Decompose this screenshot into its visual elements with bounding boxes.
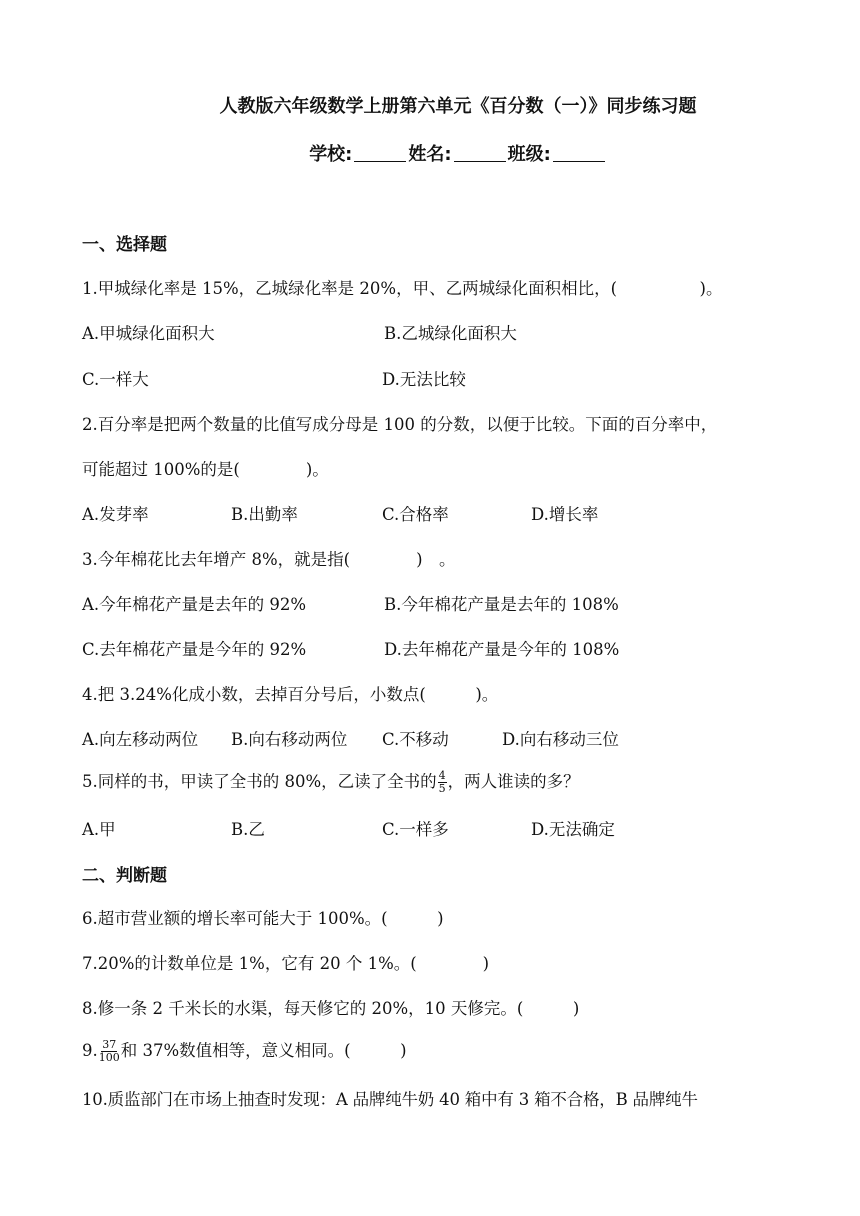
- name-blank[interactable]: [454, 143, 506, 162]
- q4-option-c: C.不移动: [382, 730, 449, 749]
- q5-fraction-numerator: 4: [438, 769, 446, 782]
- section-heading-choice: 一、选择题: [82, 235, 167, 255]
- question-9: [82, 1037, 407, 1064]
- name-label: 姓名:: [408, 144, 452, 165]
- question-1: 1.甲城绿化率是 15%，乙城绿化率是 20%，甲、乙两城绿化面积相比，( )。: [82, 279, 723, 298]
- question-5: [82, 768, 580, 795]
- question-8: 8.修一条 2 千米长的水渠，每天修它的 20%，10 天修完。( ): [82, 999, 580, 1018]
- q4-option-b: B.向右移动两位: [231, 730, 348, 749]
- q9-prefix: 9.: [82, 1041, 98, 1060]
- page-title: 人教版六年级数学上册第六单元《百分数（一）》同步练习题: [219, 96, 697, 117]
- q1-option-b: B.乙城绿化面积大: [384, 324, 517, 343]
- school-label: 学校:: [309, 144, 353, 165]
- question-4: 4.把 3.24%化成小数，去掉百分号后，小数点( )。: [82, 685, 499, 704]
- q3-option-a: A.今年棉花产量是去年的 92%: [82, 595, 307, 614]
- q3-option-d: D.去年棉花产量是今年的 108%: [384, 640, 620, 659]
- question-6: 6.超市营业额的增长率可能大于 100%。( ): [82, 909, 444, 928]
- q9-fraction-numerator: 37: [102, 1038, 117, 1051]
- q9-fraction-denominator: 100: [98, 1051, 120, 1064]
- q5-fraction: [438, 770, 447, 795]
- question-2-line-1: 2.百分率是把两个数量的比值写成分母是 100 的分数，以便于比较。下面的百分率中，: [82, 415, 718, 434]
- q5-text-before: 5.同样的书，甲读了全书的 80%，乙读了全书的: [82, 772, 437, 791]
- q2-option-a: A.发芽率: [82, 505, 149, 524]
- section-heading-judgement: 二、判断题: [82, 866, 167, 886]
- q3-option-c: C.去年棉花产量是今年的 92%: [82, 640, 307, 659]
- q1-option-d: D.无法比较: [382, 370, 466, 389]
- q9-fraction: [99, 1039, 120, 1064]
- q1-option-a: A.甲城绿化面积大: [82, 324, 215, 343]
- class-label: 班级:: [507, 144, 551, 165]
- question-2-line-2: 可能超过 100%的是( )。: [82, 460, 329, 479]
- q4-option-a: A.向左移动两位: [82, 730, 199, 749]
- q2-option-c: C.合格率: [382, 505, 449, 524]
- q5-fraction-denominator: 5: [438, 782, 446, 795]
- class-blank[interactable]: [553, 143, 605, 162]
- school-blank[interactable]: [354, 143, 406, 162]
- q5-option-d: D.无法确定: [531, 820, 615, 839]
- question-7: 7.20%的计数单位是 1%，它有 20 个 1%。( ): [82, 954, 490, 973]
- q2-option-b: B.出勤率: [231, 505, 298, 524]
- q5-option-a: A.甲: [82, 820, 116, 839]
- q1-option-c: C.一样大: [82, 370, 149, 389]
- q3-option-b: B.今年棉花产量是去年的 108%: [384, 595, 619, 614]
- q5-option-b: B.乙: [231, 820, 265, 839]
- q5-option-c: C.一样多: [382, 820, 449, 839]
- student-info-line: [0, 140, 860, 166]
- q2-option-d: D.增长率: [531, 505, 599, 524]
- question-10: 10.质监部门在市场上抽查时发现：A 品牌纯牛奶 40 箱中有 3 箱不合格，B 品牌纯牛: [82, 1090, 698, 1109]
- q5-text-after: ，两人谁读的多？: [447, 772, 580, 791]
- question-3: 3.今年棉花比去年增产 8%，就是指( ) 。: [82, 550, 456, 569]
- q4-option-d: D.向右移动三位: [502, 730, 619, 749]
- q9-text-after: 和 37%数值相等，意义相同。( ): [120, 1041, 407, 1060]
